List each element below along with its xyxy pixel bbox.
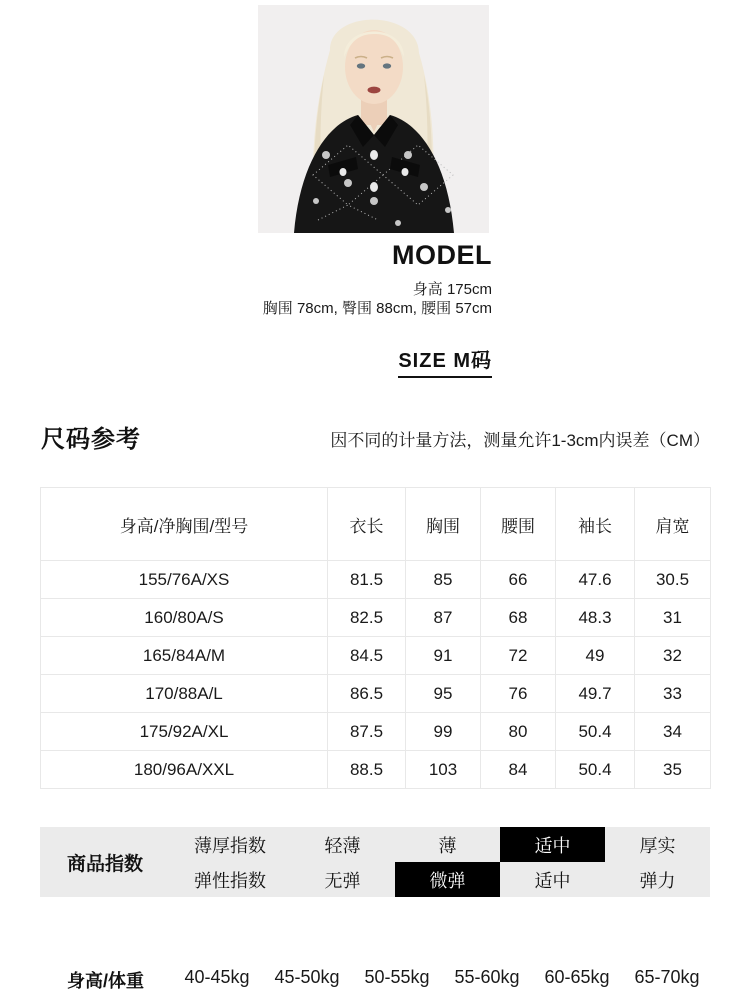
cell-value: 81.5 — [328, 561, 406, 599]
cell-value: 85 — [406, 561, 481, 599]
table-row — [41, 561, 711, 599]
column-header: 肩宽 — [635, 488, 711, 561]
cell-value: 88.5 — [328, 751, 406, 789]
model-photo — [258, 5, 489, 233]
product-index-title: 商品指数 — [66, 853, 143, 875]
cell-value: 49.7 — [556, 675, 635, 713]
size-chart-table — [40, 487, 711, 789]
height-weight-row — [0, 965, 750, 993]
elasticity-index-row — [170, 862, 710, 897]
thickness-option: 轻薄 — [324, 835, 361, 856]
cell-value: 34 — [635, 713, 711, 751]
size-table-header-row — [41, 488, 711, 561]
weight-range: 50-55kg — [364, 967, 430, 987]
thickness-index-label: 薄厚指数 — [194, 835, 266, 856]
product-index-rows — [170, 827, 710, 897]
cell-value: 30.5 — [635, 561, 711, 599]
table-row — [41, 675, 711, 713]
cell-size: 175/92A/XL — [41, 713, 328, 751]
weight-ranges — [172, 967, 712, 988]
column-header: 胸围 — [406, 488, 481, 561]
cell-value: 87.5 — [328, 713, 406, 751]
weight-range: 60-65kg — [544, 967, 610, 987]
size-reference-title: 尺码参考 — [41, 426, 141, 453]
elasticity-option-selected: 微弹 — [395, 862, 500, 897]
model-photo-illustration — [258, 5, 489, 233]
cell-value: 72 — [481, 637, 556, 675]
thickness-option-selected: 适中 — [500, 827, 605, 862]
cell-value: 50.4 — [556, 751, 635, 789]
table-row — [41, 713, 711, 751]
height-weight-label: 身高/体重 — [67, 971, 145, 991]
cell-value: 80 — [481, 713, 556, 751]
cell-value: 49 — [556, 637, 635, 675]
cell-value: 48.3 — [556, 599, 635, 637]
column-header: 袖长 — [556, 488, 635, 561]
cell-value: 68 — [481, 599, 556, 637]
model-heading: MODEL — [392, 240, 492, 270]
cell-size: 170/88A/L — [41, 675, 328, 713]
model-measurements: 胸围 78cm, 臀围 88cm, 腰围 57cm — [262, 300, 492, 317]
size-reference-note: 因不同的计量方法，测量允许1-3cm内误差（CM） — [330, 431, 710, 450]
product-index-section — [40, 827, 710, 897]
cell-value: 76 — [481, 675, 556, 713]
cell-value: 95 — [406, 675, 481, 713]
cell-size: 155/76A/XS — [41, 561, 328, 599]
cell-size: 160/80A/S — [41, 599, 328, 637]
cell-value: 103 — [406, 751, 481, 789]
weight-range: 65-70kg — [634, 967, 700, 987]
thickness-option: 薄 — [438, 835, 457, 856]
thickness-index-row — [170, 827, 710, 862]
cell-value: 84 — [481, 751, 556, 789]
weight-range: 40-45kg — [184, 967, 250, 987]
cell-value: 33 — [635, 675, 711, 713]
model-height: 身高 175cm — [412, 281, 492, 298]
table-row — [41, 599, 711, 637]
weight-range: 55-60kg — [454, 967, 520, 987]
elasticity-option: 适中 — [534, 870, 571, 891]
cell-value: 86.5 — [328, 675, 406, 713]
cell-value: 84.5 — [328, 637, 406, 675]
cell-value: 50.4 — [556, 713, 635, 751]
cell-value: 47.6 — [556, 561, 635, 599]
elasticity-option: 弹力 — [639, 870, 676, 891]
table-row — [41, 751, 711, 789]
cell-value: 35 — [635, 751, 711, 789]
cell-value: 82.5 — [328, 599, 406, 637]
weight-range: 45-50kg — [274, 967, 340, 987]
cell-size: 165/84A/M — [41, 637, 328, 675]
thickness-option: 厚实 — [639, 835, 676, 856]
column-header: 腰围 — [481, 488, 556, 561]
column-header: 身高/净胸围/型号 — [41, 488, 328, 561]
cell-value: 99 — [406, 713, 481, 751]
model-info-block — [263, 241, 492, 378]
cell-value: 87 — [406, 599, 481, 637]
model-size-label: SIZE M码 — [398, 344, 492, 378]
cell-value: 91 — [406, 637, 481, 675]
cell-value: 66 — [481, 561, 556, 599]
table-row — [41, 637, 711, 675]
elasticity-option: 无弹 — [324, 870, 361, 891]
cell-value: 31 — [635, 599, 711, 637]
cell-size: 180/96A/XXL — [41, 751, 328, 789]
column-header: 衣长 — [328, 488, 406, 561]
elasticity-index-label: 弹性指数 — [194, 870, 266, 891]
cell-value: 32 — [635, 637, 711, 675]
